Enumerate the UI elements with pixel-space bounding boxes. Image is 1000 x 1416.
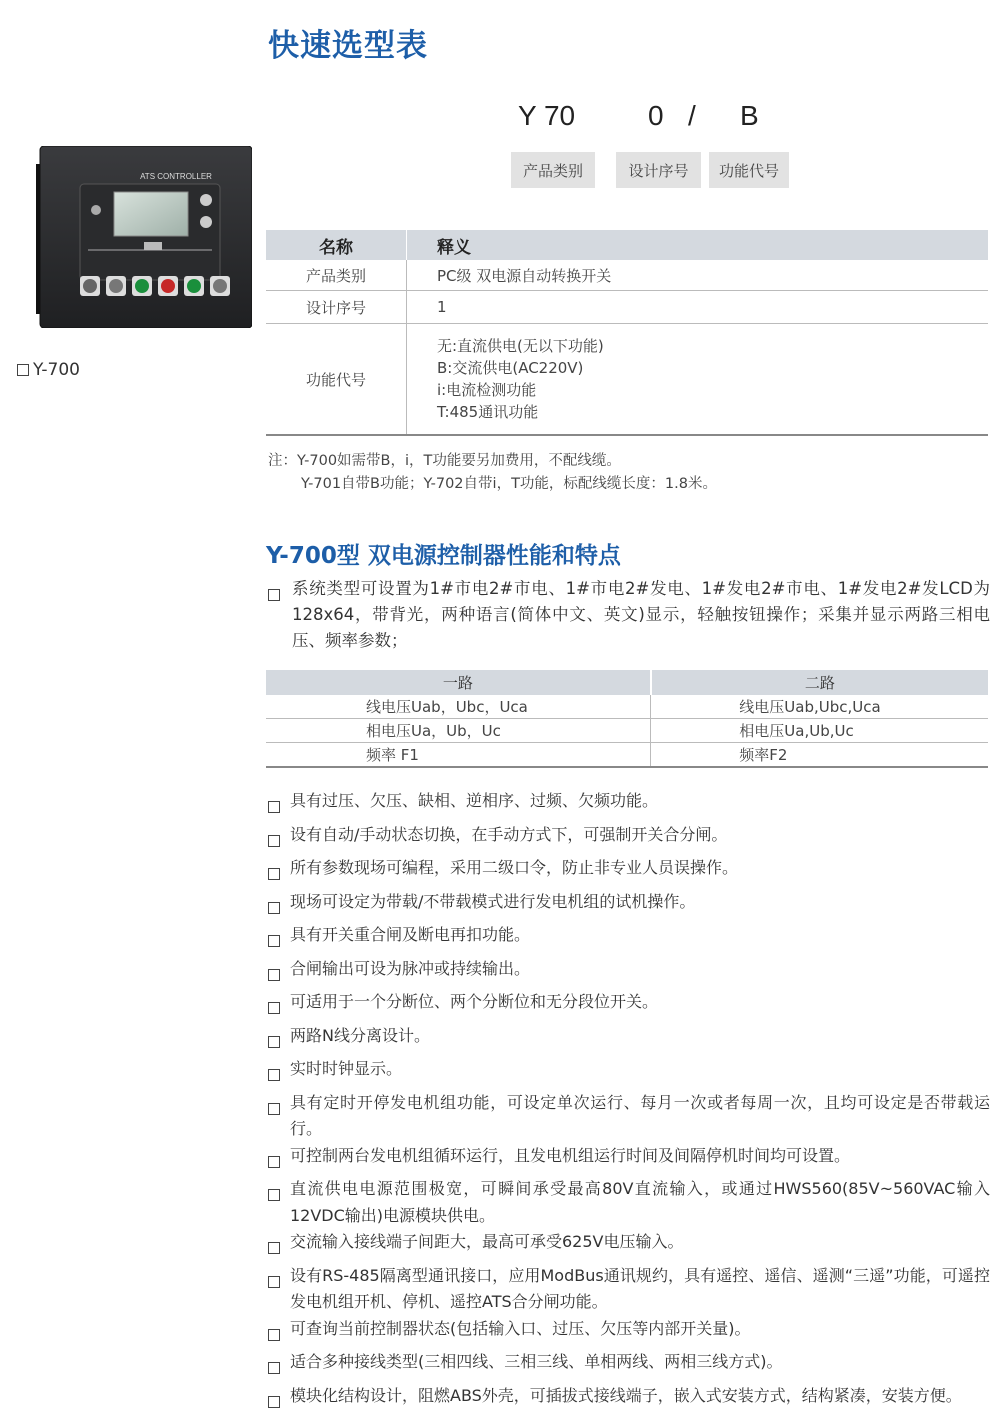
feature-text: 直流供电电源范围极宽，可瞬间承受最高80V直流输入，或通过HWS560(85V~560VAC输入12VDC输出)电源模块供电。 [290,1176,990,1229]
list-item [268,889,990,923]
feature-text: 两路N线分离设计。 [290,1023,990,1057]
list-item [268,1143,990,1177]
device-caption-text: Y-700 [33,360,80,380]
table-row [266,743,988,768]
checkbox-square-icon [268,801,280,813]
feature-text: 模块化结构设计，阻燃ABS外壳，可插拔式接线端子，嵌入式安装方式，结构紧凑，安装方便。 [290,1383,990,1416]
checkbox-square-icon [268,1036,280,1048]
checkbox-square-icon [268,1329,280,1341]
list-item [268,1056,990,1090]
feature-text: 交流输入接线端子间距大，最高可承受625V电压输入。 [290,1229,990,1263]
model-code-design: 0 [648,100,664,132]
checkbox-square-icon [268,589,280,601]
feature-list [268,788,990,1416]
checkbox-square-icon [268,1242,280,1254]
table-row [266,260,988,291]
list-item [268,1229,990,1263]
checkbox-square-icon [268,1156,280,1168]
feature-text: 可适用于一个分断位、两个分断位和无分段位开关。 [290,989,990,1023]
list-item [268,922,990,956]
function-code-line: i:电流检测功能 [437,379,988,401]
checkbox-square-icon [268,1362,280,1374]
function-code-line: B:交流供电(AC220V) [437,357,988,379]
page-title: 快速选型表 [268,20,428,65]
list-item [268,1349,990,1383]
spec-cell-desc: PC级 双电源自动转换开关 [407,260,989,291]
feature-text: 具有定时开停发电机组功能，可设定单次运行、每月一次或者每周一次，且均可设定是否带载运行。 [290,1090,990,1143]
checkbox-square-icon [17,364,29,376]
alarm-icon [91,205,101,215]
table-row [266,324,988,436]
spec-cell-desc [407,324,989,436]
list-item [268,1316,990,1350]
list-item [268,956,990,990]
feature-text: 实时时钟显示。 [290,1056,990,1090]
note-line: 注：Y-700如需带B，i，T功能要另加费用，不配线缆。 [268,450,717,473]
feature-text: 具有开关重合闸及断电再扣功能。 [290,922,990,956]
spec-cell-name: 功能代号 [266,324,407,436]
spec-cell-name: 设计序号 [266,291,407,324]
voltage-header-2: 二路 [651,670,988,695]
list-item [268,1383,990,1416]
table-row [266,291,988,324]
voltage-cell: 频率F2 [651,743,988,768]
table-row [266,695,988,719]
voltage-cell: 频率 F1 [266,743,651,768]
spec-table-header [266,230,988,260]
checkbox-square-icon [268,1069,280,1081]
checkbox-square-icon [268,868,280,880]
voltage-cell: 相电压Ua,Ub,Uc [651,719,988,743]
checkbox-square-icon [268,1103,280,1115]
device-screen-label: ATS CONTROLLER [140,172,212,181]
checkbox-square-icon [268,1396,280,1408]
spec-header-name: 名称 [266,230,407,260]
code-box-category: 产品类别 [511,152,595,188]
checkbox-square-icon [268,969,280,981]
code-box-design-no: 设计序号 [616,152,701,188]
spec-cell-name: 产品类别 [266,260,407,291]
function-code-line: T:485通讯功能 [437,401,988,423]
list-item [268,1263,990,1316]
list-item [268,1023,990,1057]
checkbox-square-icon [268,1276,280,1288]
checkbox-square-icon [268,902,280,914]
feature-text: 所有参数现场可编程，采用二级口令，防止非专业人员误操作。 [290,855,990,889]
checkbox-square-icon [268,1189,280,1201]
spec-table [266,230,988,436]
list-item [268,822,990,856]
checkbox-square-icon [268,935,280,947]
model-code-slash: / [688,100,696,132]
list-item [268,1176,990,1229]
notes [268,450,717,496]
list-item [268,1090,990,1143]
feature-text: 设有RS-485隔离型通讯接口，应用ModBus通讯规约，具有遥控、遥信、遥测“三遥”功能，可遥控发电机组开机、停机、遥控ATS合分闸功能。 [290,1263,990,1316]
voltage-table [266,670,988,768]
ats-controller-image [36,146,252,328]
feature-text: 适合多种接线类型(三相四线、三相三线、单相两线、两相三线方式)。 [290,1349,990,1383]
feature-text: 可查询当前控制器状态(包括输入口、过压、欠压等内部开关量)。 [290,1316,990,1350]
voltage-cell: 线电压Uab，Ubc，Uca [266,695,651,719]
intro-paragraph [268,576,990,654]
feature-text: 现场可设定为带载/不带载模式进行发电机组的试机操作。 [290,889,990,923]
voltage-table-header [266,670,988,695]
feature-text: 设有自动/手动状态切换，在手动方式下，可强制开关合分闸。 [290,822,990,856]
device-caption [17,360,80,380]
intro-text: 系统类型可设置为1#市电2#市电、1#市电2#发电、1#发电2#市电、1#发电2#发LCD为128x64，带背光，两种语言(简体中文、英文)显示，轻触按钮操作；采集并显示两路三相电压、频率参数； [292,576,990,654]
model-code-series: Y 70 [518,100,575,132]
function-code-line: 无:直流供电(无以下功能) [437,335,988,357]
checkbox-square-icon [268,835,280,847]
voltage-cell: 线电压Uab,Ubc,Uca [651,695,988,719]
voltage-header-1: 一路 [266,670,651,695]
list-item [268,788,990,822]
checkbox-square-icon [268,1002,280,1014]
voltage-cell: 相电压Ua，Ub，Uc [266,719,651,743]
spec-header-desc: 释义 [407,230,989,260]
spec-cell-desc: 1 [407,291,989,324]
note-line: Y-701自带B功能；Y-702自带i，T功能，标配线缆长度：1.8米。 [268,473,717,496]
table-row [266,719,988,743]
code-box-function-code: 功能代号 [709,152,789,188]
model-code-function: B [740,100,759,132]
feature-text: 可控制两台发电机组循环运行，且发电机组运行时间及间隔停机时间均可设置。 [290,1143,990,1177]
section-title: Y-700型 双电源控制器性能和特点 [266,537,621,570]
list-item [268,989,990,1023]
feature-text: 合闸输出可设为脉冲或持续输出。 [290,956,990,990]
list-item [268,855,990,889]
feature-text: 具有过压、欠压、缺相、逆相序、过频、欠频功能。 [290,788,990,822]
